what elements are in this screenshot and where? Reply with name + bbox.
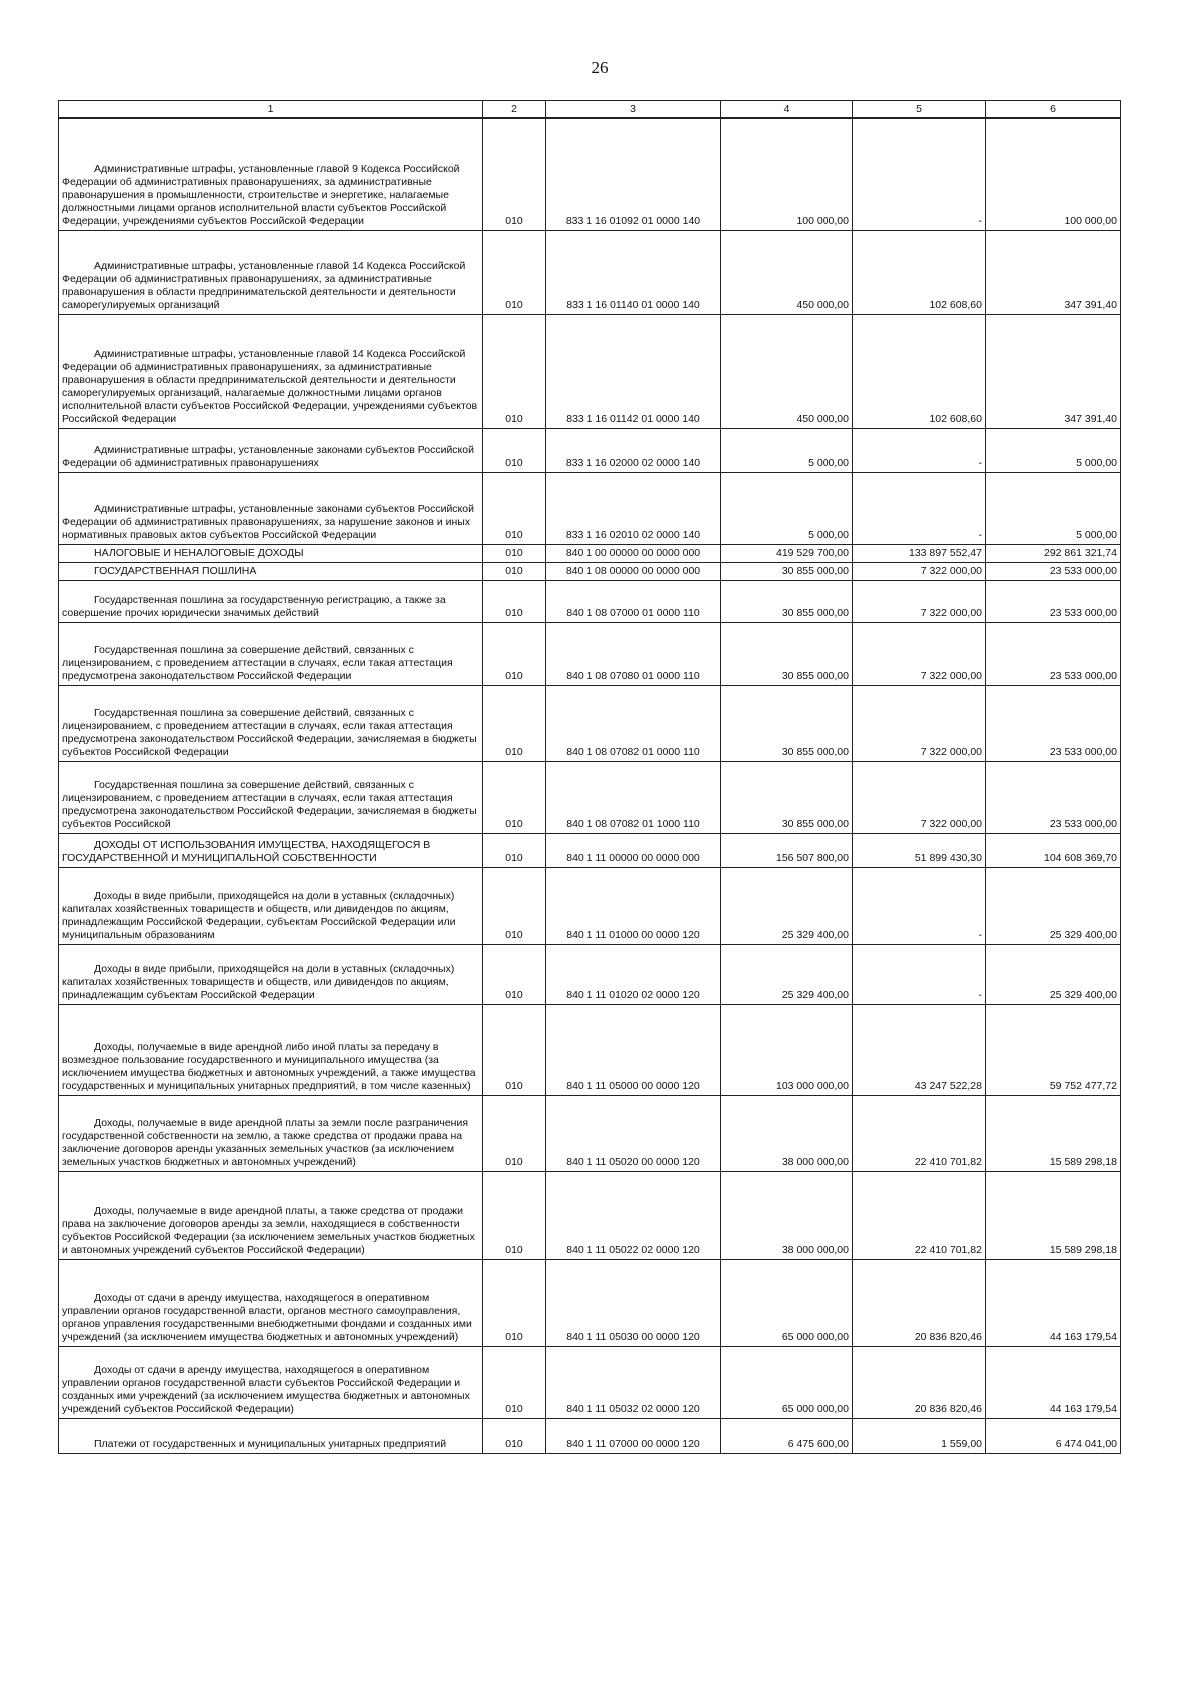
- table-row: [59, 428, 1121, 472]
- row-remaining-amount-cell: 6 474 041,00: [986, 1418, 1121, 1453]
- row-line-code-cell: 010: [483, 1095, 546, 1171]
- row-classification-code-cell: 840 1 08 00000 00 0000 000: [546, 562, 721, 580]
- row-remaining-amount-cell: 15 589 298,18: [986, 1095, 1121, 1171]
- row-approved-amount-cell: 38 000 000,00: [721, 1095, 853, 1171]
- row-approved-amount-cell: 30 855 000,00: [721, 622, 853, 685]
- row-line-code-cell: 010: [483, 562, 546, 580]
- row-name-cell: Государственная пошлина за совершение действий, связанных с лицензированием, с проведением аттестации в случаях, если такая аттестация предусмотрена законодательством Российской Федерации, зачисляемая в бюджеты субъектов Российской Федерации: [59, 685, 483, 761]
- row-classification-code-cell: 840 1 11 05022 02 0000 120: [546, 1171, 721, 1259]
- table-body: [59, 118, 1121, 1453]
- row-executed-amount-cell: 22 410 701,82: [853, 1171, 986, 1259]
- row-line-code-cell: 010: [483, 1171, 546, 1259]
- table-row: [59, 833, 1121, 867]
- column-header: 2: [483, 101, 546, 119]
- row-line-code-cell: 010: [483, 472, 546, 544]
- row-executed-amount-cell: 7 322 000,00: [853, 562, 986, 580]
- row-approved-amount-cell: 103 000 000,00: [721, 1004, 853, 1095]
- row-remaining-amount-cell: 23 533 000,00: [986, 685, 1121, 761]
- row-classification-code-cell: 840 1 11 01000 00 0000 120: [546, 867, 721, 944]
- row-line-code-cell: 010: [483, 867, 546, 944]
- row-line-code-cell: 010: [483, 428, 546, 472]
- row-remaining-amount-cell: 23 533 000,00: [986, 562, 1121, 580]
- row-name-cell: Доходы в виде прибыли, приходящейся на доли в уставных (складочных) капиталах хозяйственных товариществ и обществ, или дивидендов по акциям, принадлежащим Российской Федерации, субъектам Российской Федерации или муниципальным образованиям: [59, 867, 483, 944]
- row-line-code-cell: 010: [483, 580, 546, 622]
- row-remaining-amount-cell: 292 861 321,74: [986, 544, 1121, 562]
- row-executed-amount-cell: -: [853, 867, 986, 944]
- table-row: [59, 230, 1121, 314]
- row-classification-code-cell: 833 1 16 01142 01 0000 140: [546, 314, 721, 428]
- row-approved-amount-cell: 30 855 000,00: [721, 685, 853, 761]
- column-header: 4: [721, 101, 853, 119]
- row-classification-code-cell: 833 1 16 01140 01 0000 140: [546, 230, 721, 314]
- row-name-cell: Доходы от сдачи в аренду имущества, находящегося в оперативном управлении органов государственной власти субъектов Российской Федерации и созданных ими учреждений (за исключением имущества бюджетных и автономных учреждений субъектов Российской Федерации): [59, 1346, 483, 1418]
- row-name-cell: НАЛОГОВЫЕ И НЕНАЛОГОВЫЕ ДОХОДЫ: [59, 544, 483, 562]
- row-remaining-amount-cell: 104 608 369,70: [986, 833, 1121, 867]
- row-remaining-amount-cell: 25 329 400,00: [986, 944, 1121, 1004]
- row-remaining-amount-cell: 5 000,00: [986, 472, 1121, 544]
- table-row: [59, 1004, 1121, 1095]
- row-approved-amount-cell: 6 475 600,00: [721, 1418, 853, 1453]
- table-row: [59, 944, 1121, 1004]
- table-row: [59, 314, 1121, 428]
- table-row: [59, 867, 1121, 944]
- row-remaining-amount-cell: 347 391,40: [986, 314, 1121, 428]
- row-classification-code-cell: 840 1 08 07000 01 0000 110: [546, 580, 721, 622]
- row-approved-amount-cell: 25 329 400,00: [721, 867, 853, 944]
- table-header-row: [59, 101, 1121, 119]
- row-remaining-amount-cell: 44 163 179,54: [986, 1346, 1121, 1418]
- row-name-cell: Государственная пошлина за государственную регистрацию, а также за совершение прочих юридически значимых действий: [59, 580, 483, 622]
- row-approved-amount-cell: 25 329 400,00: [721, 944, 853, 1004]
- row-classification-code-cell: 840 1 11 05020 00 0000 120: [546, 1095, 721, 1171]
- row-approved-amount-cell: 100 000,00: [721, 118, 853, 230]
- row-executed-amount-cell: 22 410 701,82: [853, 1095, 986, 1171]
- column-header: 5: [853, 101, 986, 119]
- row-line-code-cell: 010: [483, 1346, 546, 1418]
- column-header: 6: [986, 101, 1121, 119]
- row-approved-amount-cell: 5 000,00: [721, 428, 853, 472]
- table-row: [59, 1259, 1121, 1346]
- row-line-code-cell: 010: [483, 230, 546, 314]
- row-name-cell: Доходы, получаемые в виде арендной либо иной платы за передачу в возмездное пользование государственного и муниципального имущества (за исключением имущества бюджетных и автономных учреждений, а также имущества государственных и муниципальных унитарных предприятий, в том числе казенных): [59, 1004, 483, 1095]
- row-classification-code-cell: 840 1 08 07080 01 0000 110: [546, 622, 721, 685]
- column-header: 1: [59, 101, 483, 119]
- row-line-code-cell: 010: [483, 685, 546, 761]
- row-name-cell: Доходы, получаемые в виде арендной платы, а также средства от продажи права на заключение договоров аренды за земли, находящиеся в собственности субъектов Российской Федерации (за исключением земельных участков бюджетных и автономных учреждений субъектов Российской Федерации): [59, 1171, 483, 1259]
- row-approved-amount-cell: 38 000 000,00: [721, 1171, 853, 1259]
- page-number: 26: [591, 58, 609, 77]
- row-name-cell: Административные штрафы, установленные законами субъектов Российской Федерации об административных правонарушениях, за нарушение законов и иных нормативных правовых актов субъектов Российской Федерации: [59, 472, 483, 544]
- row-classification-code-cell: 840 1 11 05032 02 0000 120: [546, 1346, 721, 1418]
- row-executed-amount-cell: 20 836 820,46: [853, 1259, 986, 1346]
- row-classification-code-cell: 833 1 16 02000 02 0000 140: [546, 428, 721, 472]
- row-name-cell: Государственная пошлина за совершение действий, связанных с лицензированием, с проведением аттестации в случаях, если такая аттестация предусмотрена законодательством Российской Федерации: [59, 622, 483, 685]
- row-approved-amount-cell: 65 000 000,00: [721, 1346, 853, 1418]
- row-remaining-amount-cell: 347 391,40: [986, 230, 1121, 314]
- row-remaining-amount-cell: 44 163 179,54: [986, 1259, 1121, 1346]
- row-line-code-cell: 010: [483, 833, 546, 867]
- row-approved-amount-cell: 30 855 000,00: [721, 580, 853, 622]
- row-executed-amount-cell: 7 322 000,00: [853, 685, 986, 761]
- table-row: [59, 1418, 1121, 1453]
- row-name-cell: Административные штрафы, установленные главой 14 Кодекса Российской Федерации об административных правонарушениях, за административные правонарушения в области предпринимательской деятельности и деятельности саморегулируемых организаций, налагаемые должностными лицами органов исполнительной власти субъектов Российской Федерации, учреждениями субъектов Российской Федерации: [59, 314, 483, 428]
- row-approved-amount-cell: 30 855 000,00: [721, 761, 853, 833]
- row-name-cell: Доходы от сдачи в аренду имущества, находящегося в оперативном управлении органов государственной власти, органов местного самоуправления, органов управления государственными внебюджетными фондами и созданных ими учреждений (за исключением имущества бюджетных и автономных учреждений): [59, 1259, 483, 1346]
- row-classification-code-cell: 840 1 08 07082 01 0000 110: [546, 685, 721, 761]
- row-executed-amount-cell: -: [853, 944, 986, 1004]
- row-name-cell: ДОХОДЫ ОТ ИСПОЛЬЗОВАНИЯ ИМУЩЕСТВА, НАХОДЯЩЕГОСЯ В ГОСУДАРСТВЕННОЙ И МУНИЦИПАЛЬНОЙ СОБСТВЕННОСТИ: [59, 833, 483, 867]
- row-classification-code-cell: 840 1 11 05030 00 0000 120: [546, 1259, 721, 1346]
- row-approved-amount-cell: 156 507 800,00: [721, 833, 853, 867]
- row-classification-code-cell: 840 1 11 00000 00 0000 000: [546, 833, 721, 867]
- row-name-cell: Государственная пошлина за совершение действий, связанных с лицензированием, с проведением аттестации в случаях, если такая аттестация предусмотрена законодательством Российской Федерации, зачисляемая в бюджеты субъектов Российской: [59, 761, 483, 833]
- row-executed-amount-cell: -: [853, 428, 986, 472]
- row-executed-amount-cell: 51 899 430,30: [853, 833, 986, 867]
- row-name-cell: Административные штрафы, установленные законами субъектов Российской Федерации об административных правонарушениях: [59, 428, 483, 472]
- row-line-code-cell: 010: [483, 622, 546, 685]
- row-classification-code-cell: 840 1 11 07000 00 0000 120: [546, 1418, 721, 1453]
- row-executed-amount-cell: 20 836 820,46: [853, 1346, 986, 1418]
- table-row: [59, 562, 1121, 580]
- row-remaining-amount-cell: 15 589 298,18: [986, 1171, 1121, 1259]
- row-approved-amount-cell: 419 529 700,00: [721, 544, 853, 562]
- row-remaining-amount-cell: 23 533 000,00: [986, 761, 1121, 833]
- row-line-code-cell: 010: [483, 1259, 546, 1346]
- row-executed-amount-cell: 43 247 522,28: [853, 1004, 986, 1095]
- table-row: [59, 761, 1121, 833]
- row-line-code-cell: 010: [483, 1418, 546, 1453]
- row-remaining-amount-cell: 5 000,00: [986, 428, 1121, 472]
- revenue-table: [58, 100, 1121, 1454]
- row-approved-amount-cell: 30 855 000,00: [721, 562, 853, 580]
- row-name-cell: Платежи от государственных и муниципальных унитарных предприятий: [59, 1418, 483, 1453]
- row-classification-code-cell: 840 1 11 01020 02 0000 120: [546, 944, 721, 1004]
- row-approved-amount-cell: 450 000,00: [721, 314, 853, 428]
- row-executed-amount-cell: 102 608,60: [853, 230, 986, 314]
- row-remaining-amount-cell: 25 329 400,00: [986, 867, 1121, 944]
- row-classification-code-cell: 833 1 16 02010 02 0000 140: [546, 472, 721, 544]
- table-row: [59, 580, 1121, 622]
- row-approved-amount-cell: 65 000 000,00: [721, 1259, 853, 1346]
- row-executed-amount-cell: -: [853, 118, 986, 230]
- row-executed-amount-cell: -: [853, 472, 986, 544]
- table-row: [59, 472, 1121, 544]
- row-approved-amount-cell: 450 000,00: [721, 230, 853, 314]
- row-remaining-amount-cell: 59 752 477,72: [986, 1004, 1121, 1095]
- table-row: [59, 1171, 1121, 1259]
- row-classification-code-cell: 833 1 16 01092 01 0000 140: [546, 118, 721, 230]
- row-name-cell: Административные штрафы, установленные главой 9 Кодекса Российской Федерации об административных правонарушениях, за административные правонарушения в промышленности, строительстве и энергетике, налагаемые должностными лицами органов исполнительной власти субъектов Российской Федерации, учреждениями субъектов Российской Федерации: [59, 118, 483, 230]
- table-row: [59, 685, 1121, 761]
- row-line-code-cell: 010: [483, 118, 546, 230]
- row-line-code-cell: 010: [483, 1004, 546, 1095]
- row-line-code-cell: 010: [483, 944, 546, 1004]
- row-line-code-cell: 010: [483, 544, 546, 562]
- row-executed-amount-cell: 7 322 000,00: [853, 622, 986, 685]
- row-approved-amount-cell: 5 000,00: [721, 472, 853, 544]
- row-classification-code-cell: 840 1 08 07082 01 1000 110: [546, 761, 721, 833]
- row-executed-amount-cell: 7 322 000,00: [853, 580, 986, 622]
- table-row: [59, 544, 1121, 562]
- table-row: [59, 622, 1121, 685]
- row-name-cell: ГОСУДАРСТВЕННАЯ ПОШЛИНА: [59, 562, 483, 580]
- row-name-cell: Доходы в виде прибыли, приходящейся на доли в уставных (складочных) капиталах хозяйственных товариществ и обществ, или дивидендов по акциям, принадлежащим субъектам Российской Федерации: [59, 944, 483, 1004]
- row-name-cell: Административные штрафы, установленные главой 14 Кодекса Российской Федерации об административных правонарушениях, за административные правонарушения в области предпринимательской деятельности и деятельности саморегулируемых организаций: [59, 230, 483, 314]
- column-header: 3: [546, 101, 721, 119]
- row-executed-amount-cell: 1 559,00: [853, 1418, 986, 1453]
- table-row: [59, 1095, 1121, 1171]
- table-row: [59, 1346, 1121, 1418]
- row-classification-code-cell: 840 1 00 00000 00 0000 000: [546, 544, 721, 562]
- row-remaining-amount-cell: 23 533 000,00: [986, 580, 1121, 622]
- row-executed-amount-cell: 7 322 000,00: [853, 761, 986, 833]
- row-executed-amount-cell: 102 608,60: [853, 314, 986, 428]
- row-executed-amount-cell: 133 897 552,47: [853, 544, 986, 562]
- row-remaining-amount-cell: 100 000,00: [986, 118, 1121, 230]
- row-name-cell: Доходы, получаемые в виде арендной платы за земли после разграничения государственной собственности на землю, а также средства от продажи права на заключение договоров аренды указанных земельных участков (за исключением земельных участков бюджетных и автономных учреждений): [59, 1095, 483, 1171]
- row-line-code-cell: 010: [483, 314, 546, 428]
- row-remaining-amount-cell: 23 533 000,00: [986, 622, 1121, 685]
- row-line-code-cell: 010: [483, 761, 546, 833]
- row-classification-code-cell: 840 1 11 05000 00 0000 120: [546, 1004, 721, 1095]
- table-row: [59, 118, 1121, 230]
